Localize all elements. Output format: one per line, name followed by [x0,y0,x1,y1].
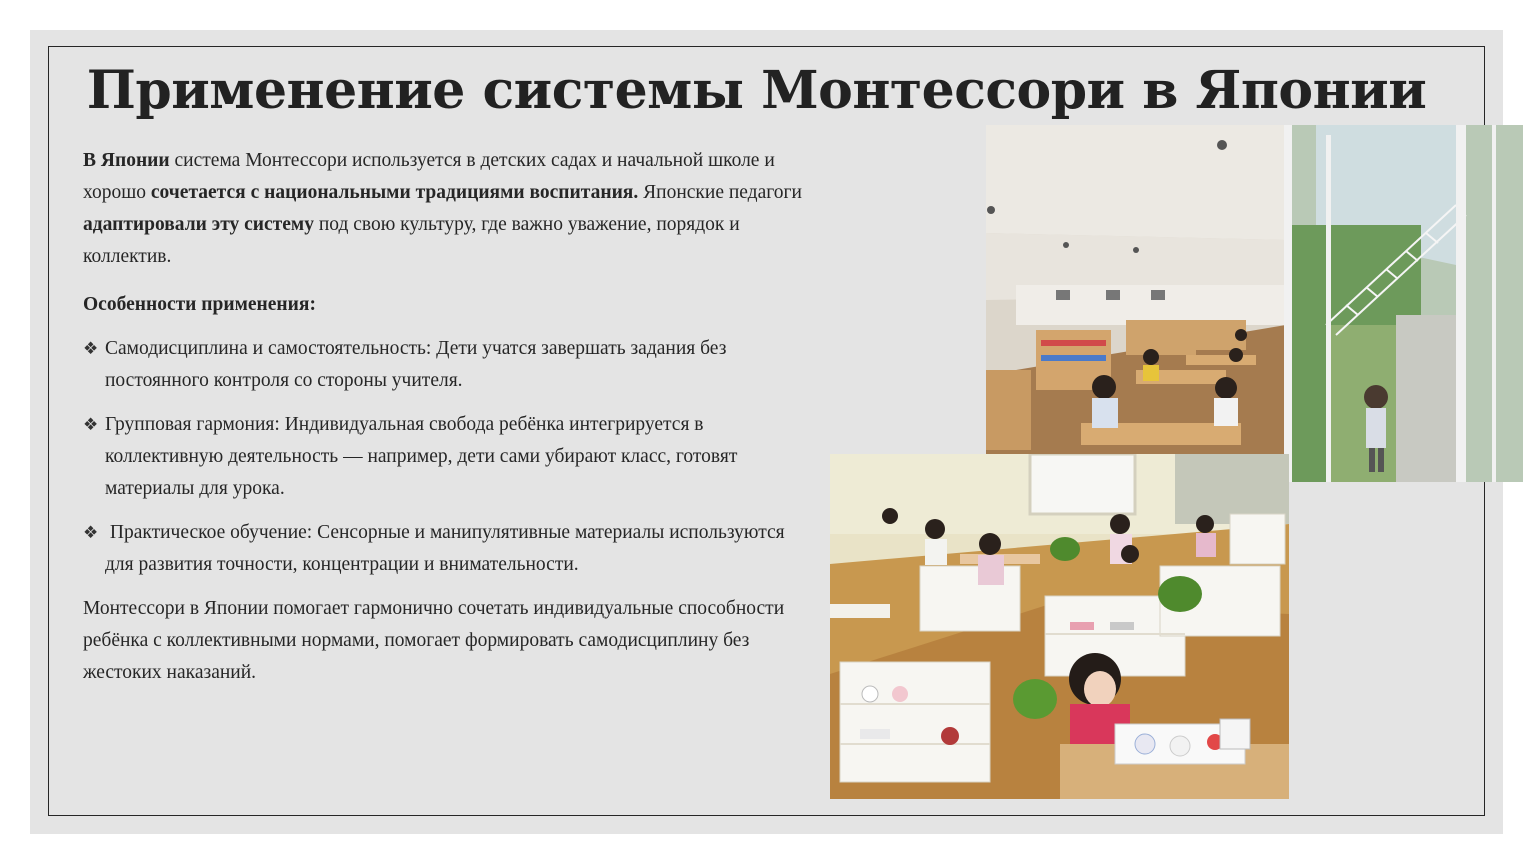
classroom-photo-glass-wall [986,125,1523,482]
diamond-bullet-icon: ❖ [83,523,99,542]
intro-text-3: под свою культуру, где важно уважение, порядок и коллектив. [83,214,740,267]
intro-text-2: Японские педагоги [638,182,802,203]
bullet-text: Групповая гармония: Индивидуальная свобода ребёнка интегрируется в коллективную деятельность — например, дети сами убирают класс, готовят материалы для урока. [105,414,738,499]
intro-bold-3: адаптировали эту систему [83,214,314,235]
conclusion-paragraph: Монтессори в Японии помогает гармонично сочетать индивидуальные способности ребёнка с коллективными нормами, помогает формировать самодисциплину без жестоких наказаний. [83,598,785,683]
classroom-photo-shelves [830,454,1289,799]
slide-body [83,145,813,705]
bullet-item [83,517,813,581]
intro-text-1: система Монтессори используется в детских садах и начальной школе и хорошо [83,150,775,203]
diamond-bullet-icon: ❖ [83,415,99,434]
diamond-bullet-icon: ❖ [83,339,99,358]
intro-bold-2: сочетается с национальными традициями воспитания. [150,182,639,203]
bullet-item [83,409,813,505]
bullet-text: Самодисциплина и самостоятельность: Дети учатся завершать задания без постоянного контроля со стороны учителя. [105,338,727,391]
intro-bold-1: В Японии [83,150,170,171]
slide [30,30,1503,834]
slide-title: Применение системы Монтессори в Японии [86,60,1427,121]
bullet-text: Практическое обучение: Сенсорные и манипулятивные материалы используются для развития точности, концентрации и внимательности. [105,522,790,575]
bullet-item [83,333,813,397]
features-heading: Особенности применения: [83,294,316,315]
intro-paragraph [83,145,813,273]
